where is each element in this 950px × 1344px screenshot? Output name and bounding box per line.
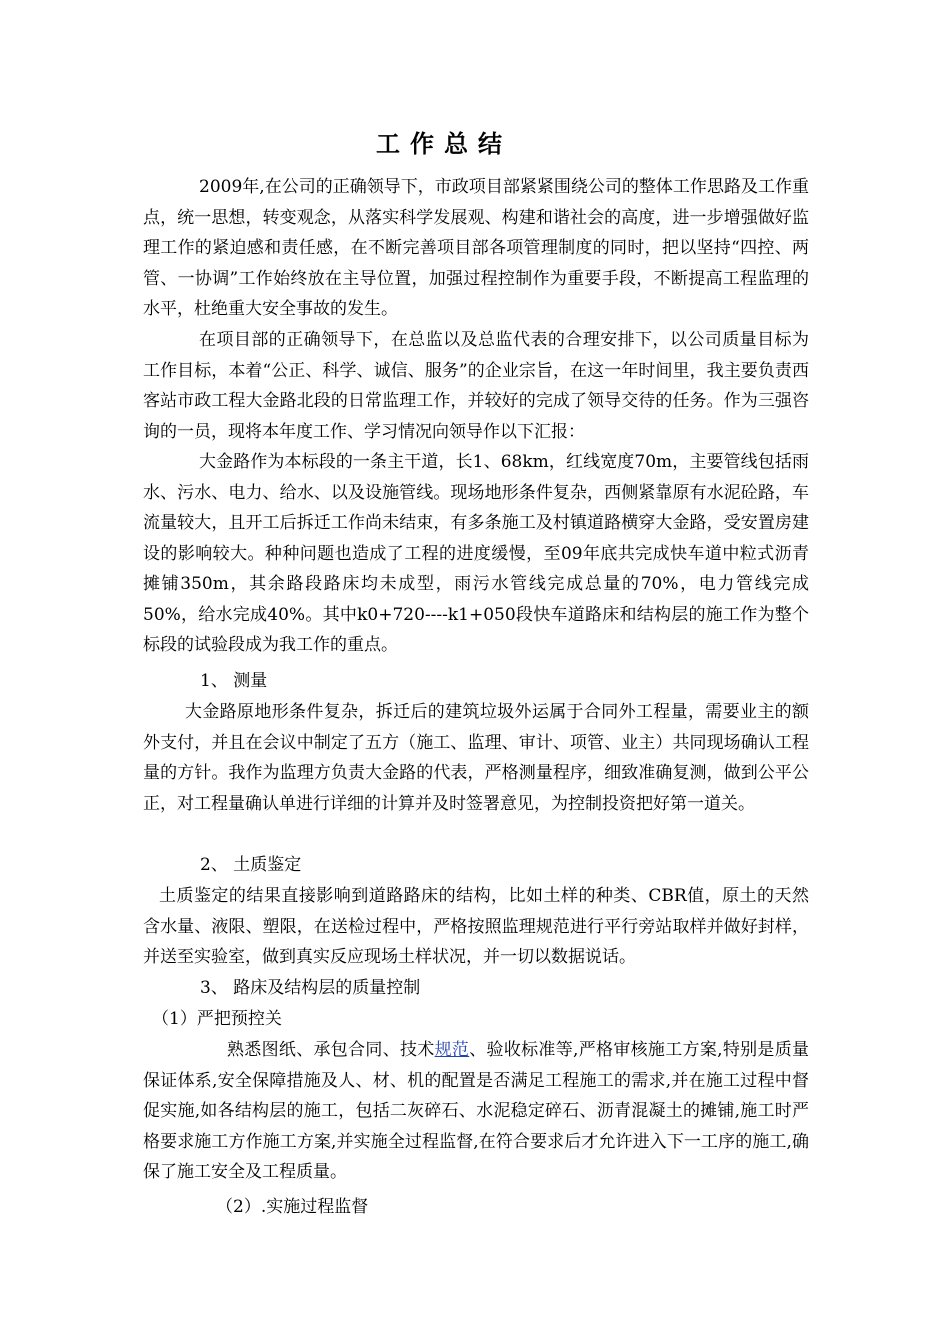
link-specification[interactable]: 规范 bbox=[434, 1040, 470, 1060]
paragraph-soil: 土质鉴定的结果直接影响到道路路床的结构，比如土样的种类、CBR值，原土的天然含水量、液限、塑限，在送检过程中，严格按照监理规范进行平行旁站取样并做好封样，并送至实验室，做到真实反应现场土样状况，并一切以数据说话。 bbox=[143, 886, 809, 967]
paragraph-pre-control-text-1: 熟悉图纸、承包合同、技术 bbox=[227, 1040, 435, 1060]
paragraph-responsibility: 在项目部的正确领导下，在总监以及总监代表的合理安排下，以公司质量目标为工作目标，本着“公正、科学、诚信、服务”的企业宗旨，在这一年时间里，我主要负责西客站市政工程大金路北段的日常监理工作，并较好的完成了领导交待的任务。作为三强咨询的一员，现将本年度工作、学习情况向领导作以下汇报： bbox=[143, 330, 809, 442]
paragraph-dajin-road: 大金路作为本标段的一条主干道，长1、68km，红线宽度70m，主要管线包括雨水、污水、电力、给水、以及设施管线。现场地形条件复杂，西侧紧靠原有水泥砼路，车流量较大，且开工后拆迁工作尚未结束，有多条施工及村镇道路横穿大金路，受安置房建设的影响较大。种种问题也造成了工程的进度缓慢，至09年底共完成快车道中粒式沥青摊铺350m，其余路段路床均未成型，雨污水管线完成总量的70%，电力管线完成50%，给水完成40%。其中k0+720----k1+050段快车道路床和结构层的施工作为整个标段的试验段成为我工作的重点。 bbox=[143, 452, 809, 655]
paragraph-intro: 2009年,在公司的正确领导下，市政项目部紧紧围绕公司的整体工作思路及工作重点，统一思想，转变观念，从落实科学发展观、构建和谐社会的高度，进一步增强做好监理工作的紧迫感和责任感，在不断完善项目部各项管理制度的同时，把以坚持“四控、两管、一协调”工作始终放在主导位置，加强过程控制作为重要手段，不断提高工程监理的水平，杜绝重大安全事故的发生。 bbox=[143, 177, 809, 319]
heading-soil: 2、 土质鉴定 bbox=[200, 855, 302, 875]
subheading-process-supervision: （2）.实施过程监督 bbox=[216, 1197, 369, 1217]
paragraph-pre-control-text-2: 、验收标准等,严格审核施工方案,特别是质量保证体系,安全保障措施及人、材、机的配置是否满足工程施工的需求,并在施工过程中督促实施,如各结构层的施工，包括二灰碎石、水泥稳定碎石、沥青混凝土的摊铺,施工时严格要求施工方作施工方案,并实施全过程监督,在符合要求后才允许进入下一工序的施工,确保了施工安全及工程质量。 bbox=[143, 1040, 810, 1182]
subheading-pre-control: （1）严把预控关 bbox=[152, 1009, 282, 1029]
paragraph-pre-control bbox=[143, 1035, 809, 1188]
paragraph-survey: 大金路原地形条件复杂，拆迁后的建筑垃圾外运属于合同外工程量，需要业主的额外支付，并且在会议中制定了五方（施工、监理、审计、项管、业主）共同现场确认工程量的方针。我作为监理方负责大金路的代表，严格测量程序，细致准确复测，做到公平公正，对工程量确认单进行详细的计算并及时签署意见，为控制投资把好第一道关。 bbox=[143, 702, 809, 814]
document-title: 工作总结 bbox=[376, 129, 512, 158]
heading-quality-control: 3、 路床及结构层的质量控制 bbox=[200, 978, 421, 998]
heading-survey: 1、 测量 bbox=[200, 671, 268, 691]
